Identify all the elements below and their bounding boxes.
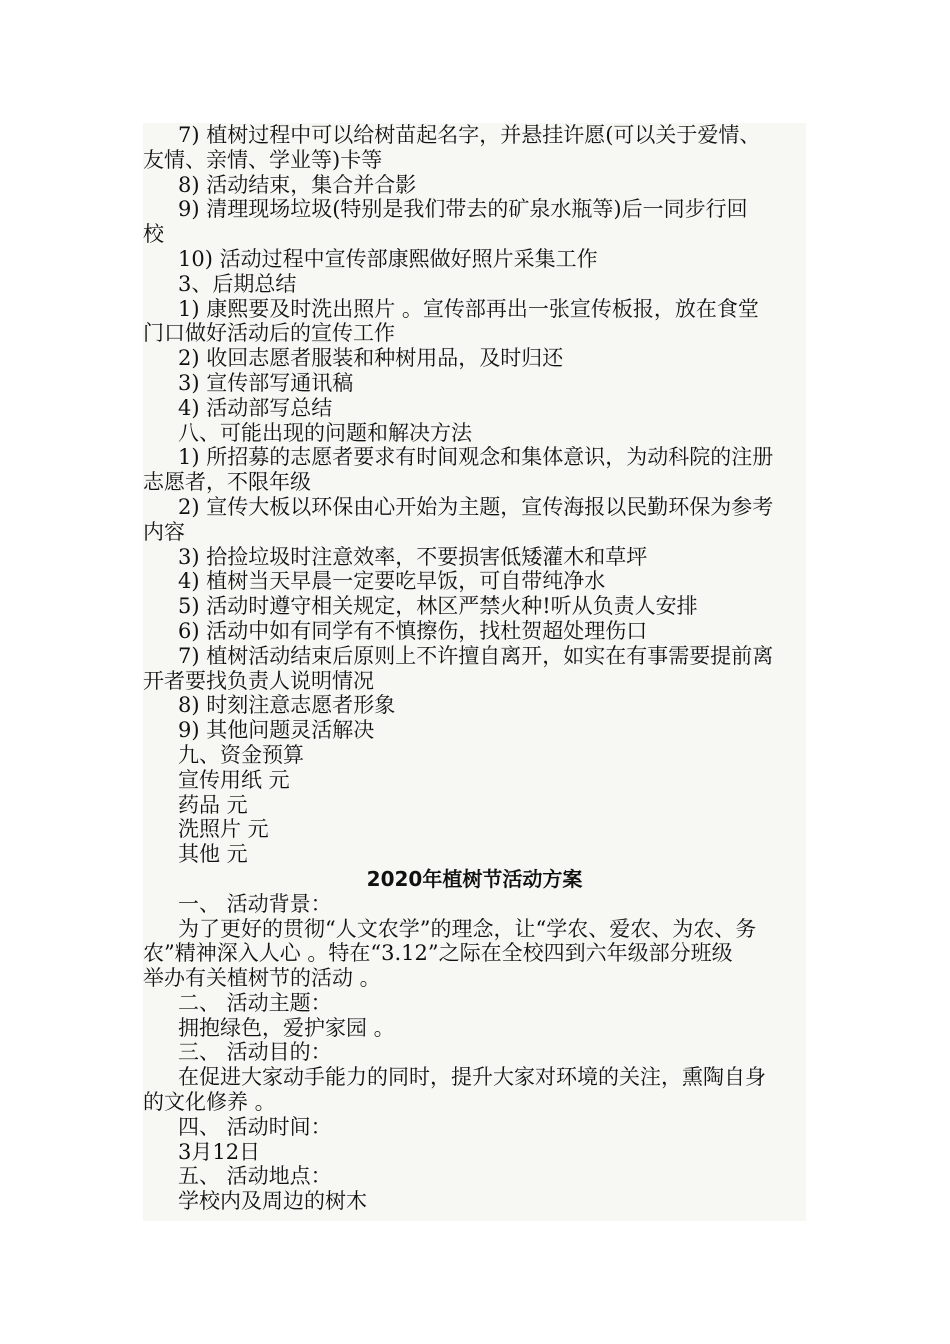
list-item-continuation: 开者要找负责人说明情况 bbox=[143, 668, 374, 693]
list-item: 5) 活动时遵守相关规定，林区严禁火种!听从负责人安排 bbox=[178, 594, 698, 619]
list-item-continuation: 校 bbox=[143, 222, 164, 247]
list-item: 4) 植树当天早晨一定要吃早饭，可自带纯净水 bbox=[178, 569, 606, 594]
section-heading: 二、 活动主题： bbox=[178, 990, 332, 1015]
section-heading: 九、资金预算 bbox=[178, 742, 304, 767]
paragraph-line: 在促进大家动手能力的同时，提升大家对环境的关注，熏陶自身 bbox=[178, 1065, 766, 1090]
section-heading: 五、 活动地点： bbox=[178, 1164, 332, 1189]
budget-item: 洗照片 元 bbox=[178, 817, 269, 842]
document-title: 2020年植树节活动方案 bbox=[366, 866, 583, 891]
budget-item: 药品 元 bbox=[178, 792, 248, 817]
list-item: 1) 所招募的志愿者要求有时间观念和集体意识，为动科院的注册 bbox=[178, 445, 774, 470]
list-item: 1) 康熙要及时洗出照片 。宣传部再出一张宣传板报，放在食堂 bbox=[178, 296, 759, 321]
list-item-continuation: 内容 bbox=[143, 519, 185, 544]
list-item: 7) 植树过程中可以给树苗起名字，并悬挂许愿(可以关于爱情、 bbox=[178, 123, 761, 147]
list-item: 3) 拾捡垃圾时注意效率，不要损害低矮灌木和草坪 bbox=[178, 544, 648, 569]
section-heading: 3、后期总结 bbox=[178, 271, 297, 296]
section-heading: 一、 活动背景： bbox=[178, 891, 332, 916]
list-item: 2) 宣传大板以环保由心开始为主题，宣传海报以民勤环保为参考 bbox=[178, 494, 774, 519]
list-item: 9) 其他问题灵活解决 bbox=[178, 718, 375, 743]
paragraph-line: 3月12日 bbox=[178, 1139, 261, 1164]
paragraph-line: 的文化修养 。 bbox=[143, 1090, 276, 1115]
list-item: 4) 活动部写总结 bbox=[178, 395, 333, 420]
list-item: 8) 活动结束，集合并合影 bbox=[178, 172, 417, 197]
document-body bbox=[143, 123, 806, 1221]
paragraph-line: 为了更好的贯彻“人文农学”的理念，让“学农、爱农、为农、务 bbox=[178, 916, 757, 941]
list-item: 9) 清理现场垃圾(特别是我们带去的矿泉水瓶等)后一同步行回 bbox=[178, 197, 748, 222]
paragraph-line: 农”精神深入人心 。特在“3.12”之际在全校四到六年级部分班级 bbox=[143, 941, 733, 966]
budget-item: 宣传用纸 元 bbox=[178, 767, 290, 792]
paragraph-line: 拥抱绿色，爱护家园 。 bbox=[178, 1015, 395, 1040]
list-item: 3) 宣传部写通讯稿 bbox=[178, 370, 354, 395]
section-heading: 三、 活动目的： bbox=[178, 1040, 332, 1065]
paragraph-line: 举办有关植树节的活动 。 bbox=[143, 966, 381, 991]
list-item: 2) 收回志愿者服装和种树用品，及时归还 bbox=[178, 346, 564, 371]
list-item: 8) 时刻注意志愿者形象 bbox=[178, 693, 396, 718]
list-item-continuation: 志愿者，不限年级 bbox=[143, 470, 311, 495]
section-heading: 八、可能出现的问题和解决方法 bbox=[178, 420, 472, 445]
list-item: 6) 活动中如有同学有不慎擦伤，找杜贺超处理伤口 bbox=[178, 618, 648, 643]
list-item: 10) 活动过程中宣传部康熙做好照片采集工作 bbox=[178, 246, 598, 271]
list-item: 7) 植树活动结束后原则上不许擅自离开，如实在有事需要提前离 bbox=[178, 643, 774, 668]
list-item-continuation: 友情、亲情、学业等)卡等 bbox=[143, 147, 383, 172]
budget-item: 其他 元 bbox=[178, 842, 248, 867]
section-heading: 四、 活动时间： bbox=[178, 1114, 332, 1139]
paragraph-line: 学校内及周边的树木 bbox=[178, 1189, 367, 1214]
list-item-continuation: 门口做好活动后的宣传工作 bbox=[143, 321, 395, 346]
